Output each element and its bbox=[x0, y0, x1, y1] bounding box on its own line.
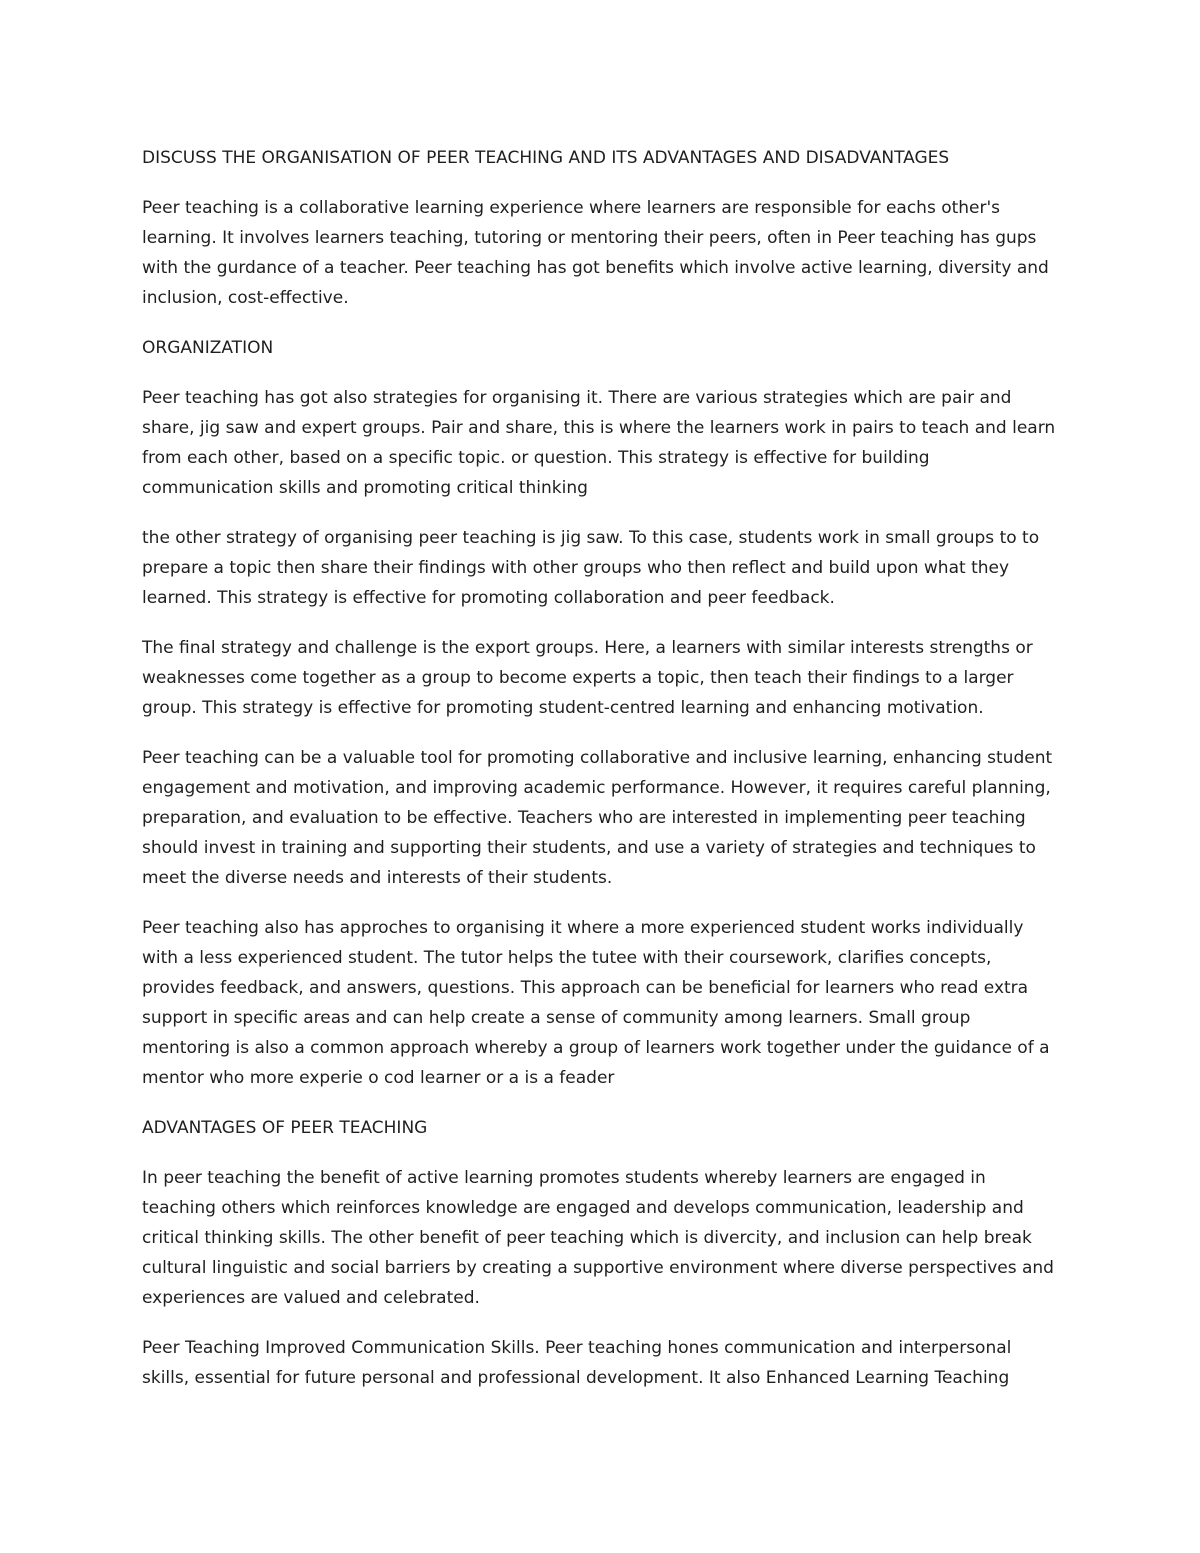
organization-paragraph-pair-share: Peer teaching has got also strategies for organising it. There are various strategies which are pair and share, jig saw and expert groups. Pair and share, this is where the learners work in pairs to teach and learn from each other, based on a specific topic. or question. This strategy is effective for building communication skills and promoting critical thinking bbox=[142, 388, 1056, 498]
advantages-heading: ADVANTAGES OF PEER TEACHING bbox=[142, 1118, 428, 1138]
advantages-paragraph-communication: Peer Teaching Improved Communication Skills. Peer teaching hones communication and interpersonal skills, essential for future personal and professional development. It also Enhanced Learning Teaching bbox=[142, 1338, 1012, 1388]
organization-paragraph-jig-saw: the other strategy of organising peer teaching is jig saw. To this case, students work in small groups to to prepare a topic then share their findings with other groups who then reflect and build upon what they learned. This strategy is effective for promoting collaboration and peer feedback. bbox=[142, 528, 1040, 608]
document-body bbox=[142, 143, 1062, 1413]
organization-paragraph-summary: Peer teaching can be a valuable tool for promoting collaborative and inclusive learning, enhancing student engagement and motivation, and improving academic performance. However, it requires careful planning, preparation, and evaluation to be effective. Teachers who are interested in implementing peer teaching should invest in training and supporting their students, and use a variety of strategies and techniques to meet the diverse needs and interests of their students. bbox=[142, 748, 1053, 888]
organization-paragraph-approaches: Peer teaching also has approches to organising it where a more experienced student works individually with a less experienced student. The tutor helps the tutee with their coursework, clarifies concepts, provides feedback, and answers, questions. This approach can be beneficial for learners who read extra support in specific areas and can help create a sense of community among learners. Small group mentoring is also a common approach whereby a group of learners work together under the guidance of a mentor who more experie o cod learner or a is a feader bbox=[142, 918, 1050, 1088]
organization-paragraph-expert-groups: The final strategy and challenge is the export groups. Here, a learners with similar interests strengths or weaknesses come together as a group to become experts a topic, then teach their findings to a larger group. This strategy is effective for promoting student-centred learning and enhancing motivation. bbox=[142, 638, 1033, 718]
document-title: DISCUSS THE ORGANISATION OF PEER TEACHING AND ITS ADVANTAGES AND DISADVANTAGES bbox=[142, 148, 950, 168]
intro-paragraph: Peer teaching is a collaborative learning experience where learners are responsible for eachs other's learning. It involves learners teaching, tutoring or mentoring their peers, often in Peer teaching has gups with the gurdance of a teacher. Peer teaching has got benefits which involve active learning, diversity and inclusion, cost-effective. bbox=[142, 198, 1049, 308]
organization-heading: ORGANIZATION bbox=[142, 338, 274, 358]
advantages-paragraph-active-learning: In peer teaching the benefit of active learning promotes students whereby learners are engaged in teaching others which reinforces knowledge are engaged and develops communication, leadership and critical thinking skills. The other benefit of peer teaching which is divercity, and inclusion can help break cultural linguistic and social barriers by creating a supportive environment where diverse perspectives and experiences are valued and celebrated. bbox=[142, 1168, 1054, 1308]
